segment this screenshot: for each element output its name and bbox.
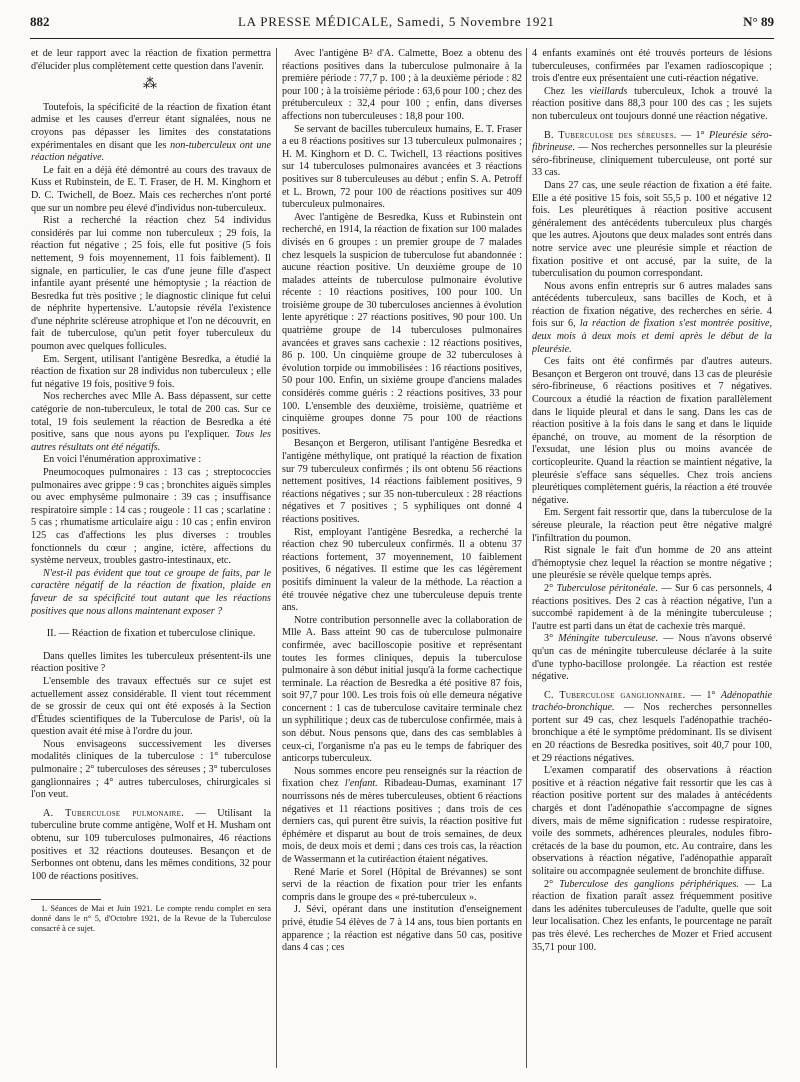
paragraph — [532, 633, 772, 683]
column-rule — [526, 48, 527, 1068]
journal-title: LA PRESSE MÉDICALE, Samedi, 5 Novembre 1921 — [237, 14, 555, 29]
page-number: 882 — [30, 14, 50, 29]
italic-run: Tous les autres résultats ont été négatifs. — [31, 429, 271, 453]
text-run: — Nous n'avons observé qu'un cas de méningite tuberculeuse déclarée à la suite d'une typho-bacillose prolongée. La réaction est restée négative. — [532, 633, 772, 683]
italic-run: l'enfant. — [344, 778, 378, 790]
text-run: Toutefois, la spécificité de la réaction de fixation étant admise et les causes d'erreur étant signalées, nous ne croyons pas dépasser les limites des constatations expérimentales en disant que les — [31, 101, 271, 151]
text-run: — 1° — [676, 129, 709, 141]
text-run: Nous sommes encore peu renseignés sur la réaction de fixation chez — [282, 765, 522, 790]
text-run: — Sur 6 cas personnels, 4 réactions positives. Des 2 cas à réaction négative, l'un a succombé rapidement à de la méningite tuberculeuse ; l'autre est parti dans un état de cachexie très marqué. — [532, 582, 772, 632]
paragraph: En voici l'énumération approximative : — [43, 454, 202, 466]
paragraph — [31, 808, 271, 884]
asterism: ⁂ — [143, 77, 159, 93]
paragraph: Em. Sergent, utilisant l'antigène Besredka, a étudié la réaction de fixation sur 28 individus non tuberculeux ; elle fut négative 19 fois, positive 9 fois. — [31, 353, 271, 390]
text-run: 3° — [544, 633, 559, 645]
italic-run: Tuberculose des ganglions périphériques. — [559, 878, 739, 890]
text-run: — La réaction de fixation paraît assez fréquemment positive dans les adénites tuberculeuses de l'adulte, quelle que soit leur localisation. Chez les enfants, le pourcentage ne paraît pas très élevé. Les recherches de Mozer et Fried accusent 35,71 pour 100. — [532, 878, 772, 953]
subsection-heading: B. Tuberculose des séreuses. — [544, 129, 677, 141]
paragraph: Rist signale le fait d'un homme de 20 ans atteint d'hémoptysie chez lequel la réaction se montre négative ; une pleurésie se révèle quelque temps après. — [532, 545, 772, 582]
paragraph: Rist, employant l'antigène Besredka, a recherché la réaction chez 90 tuberculeux confirmés. Il a obtenu 37 réactions fortement, 37 moyennement, 10 faiblement positives, 6 négatives. Il estime que les cas légèrement positifs diminuent la valeur de la méthode. La réaction a été trouvée négative chez une tuberculeuse depuis trente ans. — [282, 526, 522, 614]
text-run: tuberculeux, Ichok a trouvé la réaction positive dans 88,3 pour 100 des cas ; les sujets non tuberculeux ont toujours donné une réaction négative. — [532, 85, 772, 122]
footnote-rule — [31, 899, 101, 900]
italic-run: N'est-il pas évident que tout ce groupe de faits, par le caractère négatif de la réaction de fixation, plaide en faveur de sa spécificité tout autant que les réactions positives que nous allons maintenant exposer ? — [31, 567, 271, 617]
paragraph: et de leur rapport avec la réaction de fixation permettra d'élucider plus complètement cette question dans l'avenir. — [31, 48, 271, 72]
text-run: — Nos recherches personnelles sur la pleurésie séro-fibrineuse, cliniquement tuberculeuse, ont porté sur 33 cas. — [532, 142, 772, 179]
footnote: 1. Séances de Mai et Juin 1921. Le compte rendu complet en sera donné dans le n° 5, d'Octobre 1921, de la Revue de la Tuberculose consacré à ce sujet. — [31, 904, 271, 934]
text-run: Chez les — [544, 85, 590, 97]
paragraph: Pneumocoques pulmonaires : 13 cas ; streptococcies pulmonaires avec grippe : 9 cas ; bronchites aiguës simples ou avec emphysème pulmonaire : 39 cas ; insuffisance respiratoire simple : 14 cas ; rougeole : 11 cas ; scarlatine : 5 cas ; rhumatisme articulaire aigu : 10 cas ; enfin environ 125 cas d'affections les plus diverses : troubles fonctionnels du cœur ; angine, ictère, affections du système nerveux, troubles gastro-intestinaux, etc. — [31, 467, 271, 567]
paragraph: L'examen comparatif des observations à réaction positive et à réaction négative fait ressortir que les cas à réaction positive portent sur des malades à antécédents chargés et dont l'adénopathie s'accompagne de signes divers, mais de même signification : rudesse respiratoire, voile des sommets, adhérences pleurales, nodules fibro-crétacés de la base du poumon, etc. Au contraire, dans les observations à réaction négative, l'adénopathie apparaît solitaire ou accompagnée seulement de bronchite diffuse. — [532, 765, 772, 877]
paragraph: Nous envisageons successivement les diverses modalités cliniques de la tuberculose : 1° tuberculose pulmonaire ; 2° tuberculoses des séreuses ; 3° tuberculoses ganglionnaires ; 4° autres tuberculoses, chirurgicales si l'on veut. — [31, 738, 271, 801]
italic-run: Méningite tuberculeuse. — [558, 633, 659, 645]
paragraph: Besançon et Bergeron, utilisant l'antigène Besredka et l'antigène méthylique, ont pratiqué la réaction de fixation sur 79 tuberculeux confirmés ; ils ont obtenu 56 réactions nettement positives, 14 réactions faiblement positives, 9 réactions négatives ; sur 35 non-tuberculeux : 28 réactions négatives et 7 positives ; 5 syphiliques ont donné 4 réactions positives. — [282, 438, 522, 525]
paragraph: Dans 27 cas, une seule réaction de fixation a été faite. Elle a été positive 15 fois, soit 55,5 p. 100 et négative 12 fois. Les pleurétiques à réaction positive accusent généralement des antécédents tuberculeux plus chargés que les autres. Ajoutons que deux malades sont entrés dans notre service avec une pleurésie simple et réaction de fixation positive et ont accusé, par la suite, de la tuberculisation du poumon correspondant. — [532, 179, 772, 280]
paragraph: Se servant de bacilles tuberculeux humains, E. T. Fraser a eu 8 réactions positives sur 13 tuberculeux pulmonaires ; H. M. Kinghorn et D. C. Twichell, 13 réactions positives sur 14 tuberculoses pulmonaires avancées et 3 réactions positives sur 8 tuberculeuses au début ; enfin S. A. Petroff et L. Brown, 72 pour 100 de réactions positives sur 409 tuberculeux pulmonaires. — [282, 123, 522, 211]
column-rule — [276, 48, 277, 1068]
paragraph: Dans quelles limites les tuberculeux présentent-ils une réaction positive ? — [31, 650, 271, 675]
section-heading: II. — Réaction de fixation et tuberculose clinique. — [46, 628, 256, 640]
text-run: 2° — [544, 878, 560, 890]
page-header — [30, 14, 774, 39]
italic-run: Adénopathie trachéo-bronchique. — [532, 689, 772, 714]
text-run: Ribadeau-Dumas, examinant 17 nourrissons nés de mères tuberculeuses, obtient 6 réactions négatives et 11 réactions positives ; dans trois de ces derniers cas, qui purent être suivis, la réaction positive fut éphémère et disparut au bout de trois semaines, de deux mois, de deux mois et demi ; dans ces trois cas, la réaction de Wassermann et la cutiréaction étaient négatives. — [282, 778, 522, 865]
paragraph: 4 enfants examinés ont été trouvés porteurs de lésions tuberculeuses, confirmées par l'examen radioscopique ; trois d'entre eux présentaient une cuti-réaction négative. — [532, 48, 772, 85]
paragraph: J. Sévi, opérant dans une institution d'enseignement privé, étudie 54 élèves de 7 à 14 ans, tous bien portants en apparence ; la réaction est négative dans 50 cas, positive dans 4 cas ; ces — [282, 904, 522, 954]
column-right — [532, 48, 772, 1082]
text-run: — 1° — [685, 689, 721, 701]
italic-run: non-tuberculeux ont une réaction négative. — [31, 139, 271, 164]
text-run: — Utilisant la tuberculine brute comme antigène, Wolf et H. Musham ont obtenu, sur 109 tuberculoses pulmonaires, 46 réactions positives et 32 réactions douteuses. Besançon et de Serbonnes ont obtenu, dans les mêmes conditions, 32 pour 100 de réactions positives. — [31, 807, 271, 882]
italic-run: Pleurésie séro-fibrineuse. — [532, 129, 772, 154]
paragraph: Ces faits ont été confirmés par d'autres auteurs. Besançon et Bergeron ont trouvé, dans 13 cas de pleurésie séro-fibrineuse, 6 réactions positives et 7 négatives. Courcoux a étudié la réaction de fixation parallèlement dans le liquide pleural et dans le sang. Dans les cas de réaction positive à la fois dans le sang et dans le liquide épanché, on trouve, au moment de la résorption de l'exsudat, une lésion plus ou moins avancée de corticopleurite. Quand la réaction se maintient négative, la pleurésie s'efface sans séquelles. Chez trois anciens pleurétiques complètement guéris, la réaction a été trouvée négative. — [532, 356, 772, 506]
column-left — [31, 48, 271, 1082]
paragraph: Rist a recherché la réaction chez 54 individus considérés par lui comme non tuberculeux ; 29 fois, la réaction fut négative ; 25 fois, elle fut positive (5 fois nettement, 9 fois moyennement, 11 fois faiblement). Il signale, en particulier, le cas d'une jeune fille d'aspect infantile ayant présenté une hémoptysie ; la réaction de Besredka fut très positive ; le diagnostic clinique fut celui de néphrite hypertensive. L'autopsie révéla l'existence d'une néphrite scléreuse atrophique et l'on ne découvrit, en fait de tuberculose, qu'un petit foyer tuberculeux du poumon avec quelques follicules. — [31, 215, 271, 353]
paragraph: Avec l'antigène de Besredka, Kuss et Rubinstein ont recherché, en 1914, la réaction de fixation sur 100 malades divisés en 6 groupes : un premier groupe de 7 malades chez lesquels la suspicion de tuberculose fut abandonnée : aucune réaction positive. Un deuxième groupe de 10 malades atteints de tuberculose pulmonaire évolutive récente : 10 réactions positives, 100 pour 100. Un troisième groupe de 30 tuberculoses anciennes à évolution lente apyrétique : 27 réactions positives, 90 pour 100. Un quatrième groupe de 14 tuberculoses pulmonaires avancées et graves sans cachexie : 12 réactions positives, 86 p. 100. Un cinquième groupe de 32 tuberculoses à évolution torpide ou immobilisées : 16 réactions positives, 50 pour 100. Enfin, un sixième groupe d'anciens malades considérés comme guéris : 2 réactions positives, 33 pour 100. L'ensemble des deuxième, troisième, quatrième et cinquième groupes donne 75 pour 100 de réactions positives. — [282, 211, 522, 437]
text-run: — Nos recherches personnelles portent sur 49 cas, chez lesquels l'adénopathie trachéo-bronchique a été le symptôme prédominant. Ils se divisent en 20 réactions de Besredka positives, soit 40,7 pour 100, et 29 réactions négatives. — [532, 702, 772, 764]
paragraph — [532, 690, 772, 766]
paragraph — [532, 281, 772, 357]
paragraph — [31, 102, 271, 165]
italic-run: la réaction de fixation s'est montrée positive, deux mois à deux mois et demi après le début de la pleurésie. — [532, 318, 772, 355]
paragraph: Notre contribution personnelle avec la collaboration de Mlle A. Bass atteint 90 cas de tuberculose pulmonaire confirmée, avec bacilloscopie positive et représentant toutes les formes cliniques, depuis la tuberculose pulmonaire à son début initial jusqu'à la forme cachectique terminale. La réaction de Besredka a été positive 87 fois, soit 97,7 pour 100. Les trois fois où elle demeura négative concernent : 1 cas de tuberculose cavitaire terminale chez un syphilitique ; deux cas de tuberculose confirmée, mais à son début. Nous pensons que, dans des cas semblables à ceux-ci, l'organisme n'a pas eu le temps de fabriquer des anticorps tuberculeux. — [282, 614, 522, 765]
paragraph: L'ensemble des travaux effectués sur ce sujet est actuellement assez considérable. Il vient tout récemment de se grossir de ceux qui ont été exposés à la Section d'Études scientifiques de la Tuberculose de Paris¹, où la question avait été mise à l'ordre du jour. — [31, 675, 271, 738]
issue-number: N° 89 — [743, 14, 774, 29]
paragraph — [532, 583, 772, 633]
paragraph — [282, 766, 522, 867]
subsection-heading: A. Tuberculose pulmonaire. — [43, 807, 185, 819]
italic-run: vieillards — [589, 85, 628, 97]
text-run: Nos recherches avec Mlle A. Bass dépassent, sur cette catégorie de non-tuberculeux, le total de 200 cas. Sur ce total, 19 fois seulement la réaction de Besredka a été positive, sans que nous ayons pu l'expliquer. — [31, 391, 271, 441]
italic-run: Tuberculose péritonéale. — [556, 582, 658, 594]
paragraph: Avec l'antigène B² d'A. Calmette, Boez a obtenu des réactions positives dans la tuberculose pulmonaire à la première période : 77,7 p. 100 ; à la deuxième période : 82 pour 100 ; à la troisième période : 63,6 pour 100 ; chez des prétuberculeux : 32,4 pour 100 ; enfin, dans diverses affections non tuberculeuses : 18,8 pour 100. — [282, 48, 522, 122]
paragraph — [532, 130, 772, 180]
text-run: 2° — [544, 582, 557, 594]
column-middle — [282, 48, 522, 1082]
paragraph — [532, 86, 772, 124]
paragraph: Em. Sergent fait ressortir que, dans la tuberculose de la séreuse pleurale, la réaction peut être négative malgré l'infiltration du poumon. — [532, 507, 772, 544]
paragraph: René Marie et Sorel (Hôpital de Brévannes) se sont servi de la réaction de fixation pour trier les enfants compris dans le groupe des « pré-tuberculeux ». — [282, 866, 522, 903]
paragraph: Le fait en a déjà été démontré au cours des travaux de Kuss et Rubinstein, de E. T. Fraser, de H. M. Kinghorn et D. C. Twichell, de Boez. Mais ces recherches n'ont porté que sur un nombre peu élevé d'individus non-tuberculeux. — [31, 164, 271, 214]
paragraph — [532, 879, 772, 955]
paragraph — [31, 391, 271, 454]
subsection-heading: C. Tuberculose ganglionnaire. — [544, 689, 686, 701]
paragraph — [31, 568, 271, 618]
text-run: Nous avons enfin entrepris sur 6 autres malades sans antécédents tuberculeux, sans bacilles de Koch, et à réaction de fixation négative, des recherches en série. 4 fois sur 6, — [532, 280, 772, 330]
